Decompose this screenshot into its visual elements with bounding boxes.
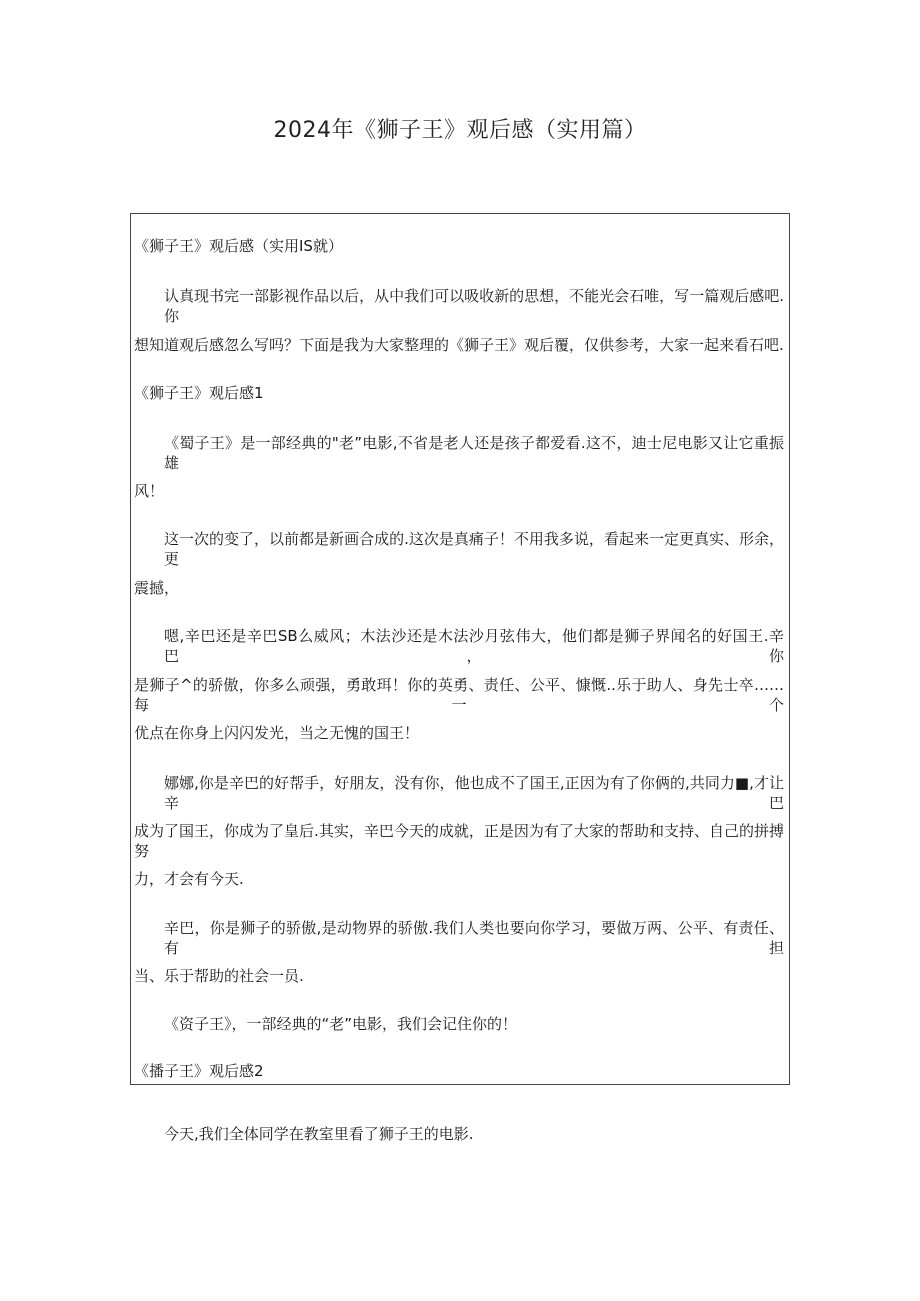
intro-line-2: 想知道观后感忽么写吗？下面是我为大家整理的《狮子王》观后覆，仅供参考，大家一起来看石吧. [134,336,784,354]
p3-line-2: 是狮子^的骄傲，你多么顽强，勇敢珥！你的英勇、责任、公平、慷慨..乐于助人、身先士卒……每一个 [134,676,784,714]
section-heading-2: 《播子王》观后感2 [134,1062,264,1080]
after-box-line: 今天,我们全体同学在教室里看了狮子王的电影. [164,1125,474,1143]
p3-line-1: 嗯,辛巴还是辛巴SB么威风；木法沙还是木法沙月弦伟大，他们都是狮子界闻名的好国王.辛巴，你 [164,627,784,665]
document-title: 2024年《狮子王》观后感（实用篇） [273,118,647,143]
p4-line-1: 娜娜,你是辛巴的好帮手，好朋友，没有你，他也成不了国王,正因为有了你俩的,共同力■,才让辛巴 [164,774,784,812]
p2-line-1: 这一次的变了，以前都是新画合成的.这次是真痛子！不用我多说，看起来一定更真实、形余，更 [164,530,784,568]
p5-line-2: 当、乐于帮助的社会一员. [134,967,304,985]
p2-line-2: 震撼， [134,579,180,597]
section-heading-1: 《狮子王》观后感1 [134,384,264,402]
p4-line-3: 力，才会有今天. [134,870,244,888]
p3-line-3: 优点在你身上闪闪发光，当之无愧的国王！ [134,724,420,742]
p4-line-2: 成为了国王，你成为了皇后.其实，辛巴今天的成就，正是因为有了大家的帮助和支持、自己的拼搏努 [134,822,784,860]
intro-line-1: 认真现书完一部影视作品以后，从中我们可以吸收新的思想，不能光会石唯，写一篇观后感吧.你 [164,287,784,325]
p1-line-1: 《蜀子王》是一部经典的"老”电影,不省是老人还是孩子都爱看.这不，迪士尼电影又让它重振雄 [164,434,784,472]
p1-line-2: 风！ [134,482,165,500]
box-heading: 《狮子王》观后感（实用IS就） [134,237,343,255]
p5-line-1: 辛巴，你是狮子的骄傲,是动物界的骄傲.我们人类也要向你学习，要做万两、公平、有责任、有担 [164,919,784,957]
p6-line: 《资子王》，一部经典的“老”电影，我们会记住你的！ [164,1015,518,1033]
